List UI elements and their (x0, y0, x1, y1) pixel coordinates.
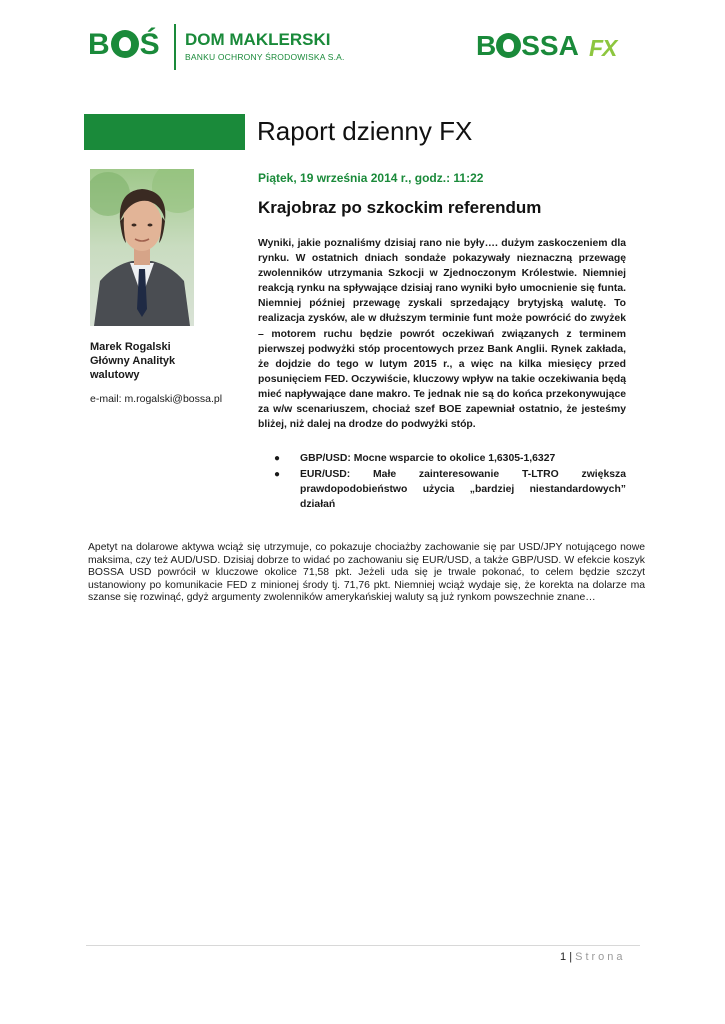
body-paragraph: Apetyt na dolarowe aktywa wciąż się utrzymuje, co pokazuje chociażby zachowanie się par USD/JPY notującego nowe maksima, czy też AUD/USD. Dzisiaj dobrze to widać po zachowaniu się EUR/USD, a także GBP/USD. W efekcie koszyk BOSSA USD powrócił w kluczowe okolice 71,58 pkt. Jeżeli uda się je trwale pokonać, to celem będzie szczyt ustanowiony po komunikacie FED z minionej środy tj. 71,76 pkt. Niemniej wciąż wydaje się, że korekta na dolarze ma szanse się rozwinąć, gdyż argumenty zwolenników amerykańskiej waluty są już rynkom powszechnie znane… (88, 542, 645, 604)
bullet-icon: ● (274, 469, 281, 481)
bossafx-logo (476, 30, 646, 66)
bossa-logo-mark: B SSA (476, 30, 579, 61)
author-name: Marek Rogalski (90, 341, 171, 353)
bullet-icon: ● (274, 453, 281, 464)
logo-divider (174, 24, 176, 70)
title-accent-bar (84, 114, 245, 150)
list-item (274, 467, 626, 512)
list-item (274, 451, 626, 466)
page-separator: | (569, 951, 573, 963)
email-label: e-mail: (90, 393, 122, 405)
author-role-line1: Główny Analityk (90, 355, 176, 367)
bos-logo (88, 24, 345, 70)
key-levels-list (274, 451, 626, 513)
bos-name-line2: BANKU OCHRONY ŚRODOWISKA S.A. (185, 52, 345, 62)
author-portrait-image (90, 169, 194, 326)
leaf-icon (111, 30, 139, 58)
author-info (90, 340, 220, 382)
author-photo (90, 169, 194, 326)
author-email-line (90, 393, 222, 405)
report-date: Piątek, 19 września 2014 r., godz.: 11:22 (258, 171, 484, 185)
leaf-icon (496, 33, 521, 58)
page-number: 1 (560, 951, 567, 963)
fx-logo-mark: FX (589, 35, 617, 61)
bos-name-line1: DOM MAKLERSKI (185, 30, 331, 49)
page-word: Strona (575, 951, 626, 963)
page-footer (560, 951, 626, 963)
bullet-text: GBP/USD: Mocne wsparcie to okolice 1,6305-1,6327 (300, 453, 556, 464)
report-title: Raport dzienny FX (257, 116, 473, 146)
author-role-line2: walutowy (90, 369, 140, 381)
footer-divider (86, 945, 640, 946)
report-headline: Krajobraz po szkockim referendum (258, 198, 542, 217)
bullet-text: EUR/USD: Małe zainteresowanie T-LTRO zwiększa prawdopodobieństwo użycia „bardziej niestandardowych” działań (300, 469, 626, 511)
lead-paragraph: Wyniki, jakie poznaliśmy dzisiaj rano nie były…. dużym zaskoczeniem dla rynku. W ostatnich dniach sondaże pokazywały nieznaczną przewagę zwolenników utrzymania Szkocji w Zjednoczonym Królestwie. Niemniej reakcją rynku na spływające dzisiaj rano wyniki było umocnienie się funta. Niemniej później przewagę zyskali sprzedający brytyjską walutę. To realizacja zysków, ale w dłuższym terminie funt może powrócić do zwyżek – motorem ruchu będzie powrót oczekiwań związanych z terminem pierwszej podwyżki stóp procentowych przez Bank Anglii. Rynek zakłada, że dojdzie do tego w lutym 2015 r., a więc na kilka miesięcy przed posunięciem FED. Oczywiście, kluczowy wpływ na takie oczekiwania będą mieć napływające dane makro. Te jednak nie są do końca przekonywujące za w/w scenariuszem, chociaż szef BOE zapewniał ostatnio, że jesteśmy bliżej, niż dalej na drodze do podwyżki stóp. (258, 238, 626, 431)
author-email-link[interactable]: m.rogalski@bossa.pl (124, 393, 223, 405)
bos-logo-mark: B Ś (88, 28, 160, 61)
